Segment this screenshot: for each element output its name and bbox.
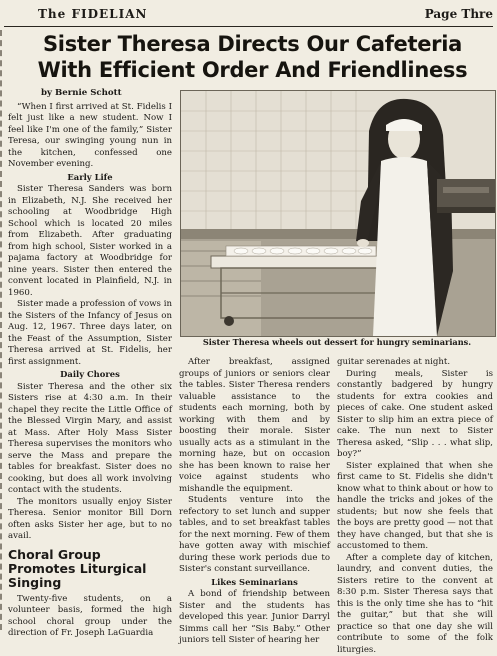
byline: by Bernie Schott: [8, 88, 172, 100]
choral-headline: Choral Group Promotes Liturgical Singing: [8, 548, 172, 590]
binding-edge: [0, 30, 6, 630]
headline-line-1: Sister Theresa Directs Our Cafeteria: [14, 31, 491, 57]
subhead-daily-chores: Daily Chores: [8, 369, 172, 381]
article-paragraph: A bond of friendship between Sister and the students has developed this year. Junior Darryl Simms call her “Sis Baby.” Other juniors tell Sister of hearing her: [179, 589, 330, 647]
article-paragraph: Sister made a profession of vows in the Sisters of the Infancy of Jesus on Aug. 12, 1967. Three days later, on the Feast of the Assumption, Sister Theresa arrived at St. Fidelis, her first assignment.: [8, 299, 172, 368]
headline-line-2: With Efficient Order And Friendliness: [14, 57, 491, 83]
column-1: [8, 88, 172, 640]
article-paragraph: The monitors usually enjoy Sister Theresa. Senior monitor Bill Dorn often asks Sister her age, but to no avail.: [8, 497, 172, 543]
subhead-early-life: Early Life: [8, 172, 172, 184]
publication-name: The FIDELIAN: [38, 7, 147, 21]
article-paragraph: Sister explained that when she first came to St. Fidelis she didn't know what to think about or how to handle the tricks and jokes of the students; but now she feels that the boys are pretty good — not that they have changed, but that she is accustomed to them.: [337, 461, 493, 553]
article-paragraph: Sister Theresa Sanders was born in Elizabeth, N.J. She received her schooling at Woodbridge High School which is located 20 miles from Elizabeth. After graduating from high school, Sister worked in a pajama factory at Woodbridge for nine years. Sister then entered the convent located in Plainfield, N.J. in 1960.: [8, 184, 172, 299]
article-paragraph: guitar serenades at night.: [337, 357, 493, 369]
choral-paragraph: Twenty-five students, on a volunteer basis, formed the high school choral group under the direction of Fr. Joseph LaGuardia: [8, 594, 172, 640]
article-paragraph: Sister Theresa and the other six Sisters rise at 4:30 a.m. In their chapel they recite the Little Office of the Blessed Virgin Mary, and assist at Mass. After Holy Mass Sister Theresa supervises the monitors who serve the Mass and prepare the tables for breakfast. Sister does no cooking, but does all work involving contact with the students.: [8, 382, 172, 497]
article-paragraph: During meals, Sister is constantly badgered by hungry students for extra cookies and pieces of cake. One student asked Sister to slip him an extra piece of cake. The nun next to Sister Theresa asked, “Slip . . . what slip, boy?”: [337, 369, 493, 461]
column-3: [337, 357, 493, 656]
photo-caption: Sister Theresa wheels out dessert for hungry seminarians.: [180, 337, 494, 347]
article-paragraph: After breakfast, assigned groups of juniors or seniors clear the tables. Sister Theresa renders valuable assistance to the students each morning, both by working with them and by boosting their morale. Sister usually acts as a stimulant in the morning haze, but on occasion she has been known to raise her voice against students who mishandle the equipment.: [179, 357, 330, 495]
masthead: [4, 6, 493, 27]
article-headline: [14, 31, 491, 83]
photo-illustration: [181, 91, 495, 336]
column-2: [179, 357, 330, 647]
article-paragraph: “When I first arrived at St. Fidelis I felt just like a new student. Now I feel like I'm one of the family,” Sister Teresa, our swinging young nun in the kitchen, confessed one November evening.: [8, 102, 172, 171]
page-number: Page Thre: [425, 7, 493, 21]
article-photo: [180, 90, 496, 337]
article-paragraph: Students venture into the refectory to set lunch and supper tables, and to set breakfast tables for the next morning. Few of them have gotten away with mischief during these work periods due to Sister's constant surveillance.: [179, 495, 330, 576]
article-paragraph: After a complete day of kitchen, laundry, and convent duties, the Sisters retire to the convent at 8:30 p.m. Sister Theresa says that this is the only time she has to “hit the guitar,” but that she will practice so that one day she will contribute to some of the folk liturgies.: [337, 553, 493, 656]
subhead-likes-seminarians: Likes Seminarians: [179, 577, 330, 589]
